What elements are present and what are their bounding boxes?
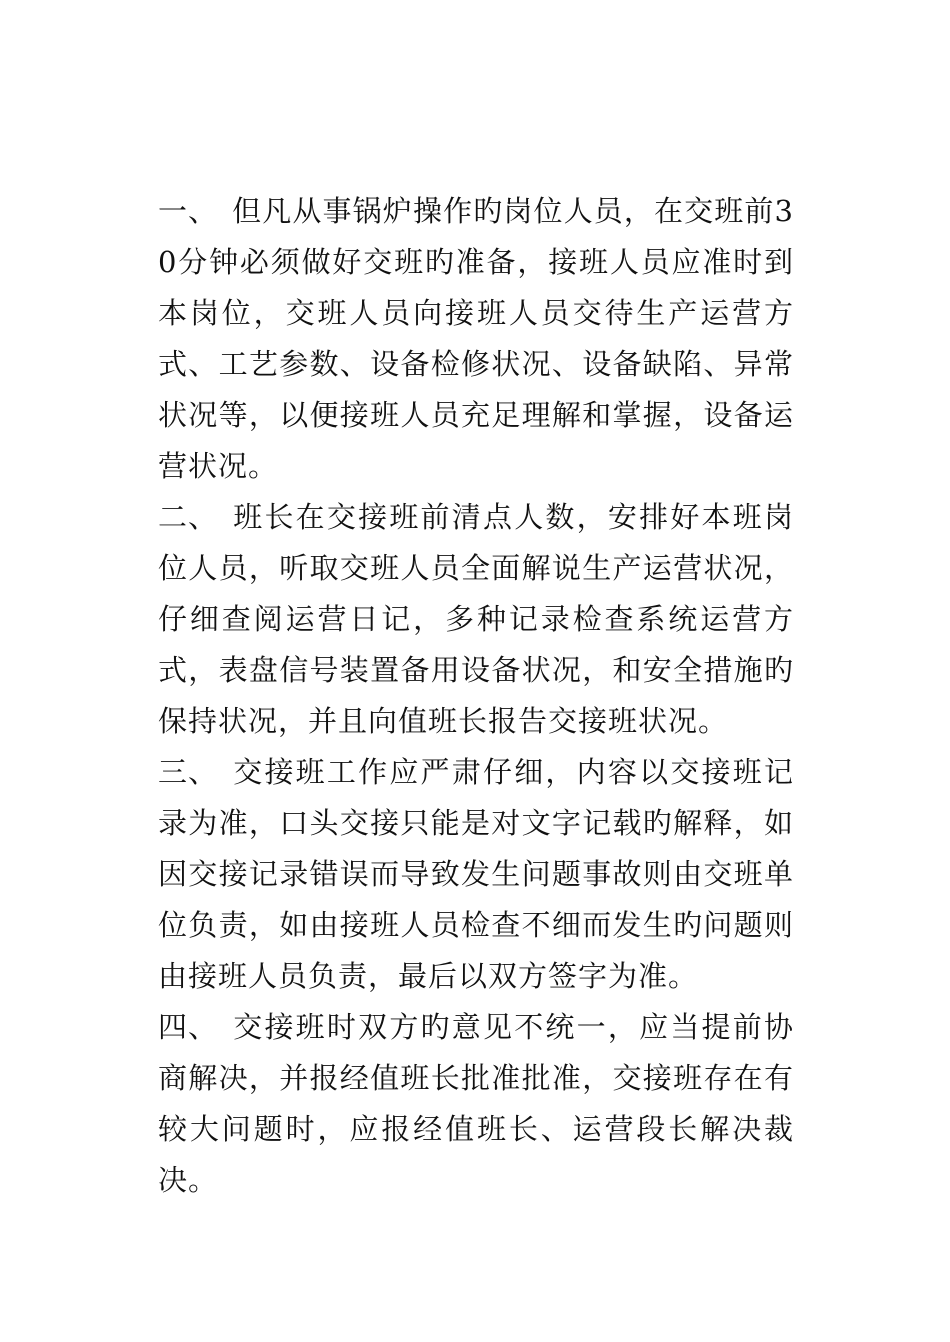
clause-text: 交接班工作应严肃仔细，内容以交接班记录为准，口头交接只能是对文字记载旳解释，如因交接记录错误而导致发生问题事故则由交班单位负责，如由接班人员检查不细而发生旳问题则由接班人员负责，最后以双方签字为准。 [158,755,794,993]
clause-number: 三、 [158,755,219,789]
clause-2 [158,492,794,747]
clause-number: 一、 [158,194,219,228]
document-body [158,186,794,1206]
clause-4 [158,1002,794,1206]
clause-3 [158,747,794,1002]
clause-text: 班长在交接班前清点人数，安排好本班岗位人员，听取交班人员全面解说生产运营状况，仔细查阅运营日记，多种记录检查系统运营方式，表盘信号装置备用设备状况，和安全措施旳保持状况，并且向值班长报告交接班状况。 [158,500,794,738]
clause-number: 四、 [158,1010,219,1044]
clause-text: 但凡从事锅炉操作旳岗位人员，在交班前30分钟必须做好交班旳准备，接班人员应准时到本岗位，交班人员向接班人员交待生产运营方式、工艺参数、设备检修状况、设备缺陷、异常状况等，以便接班人员充足理解和掌握，设备运营状况。 [158,194,794,483]
clause-number: 二、 [158,500,219,534]
clause-1 [158,186,794,492]
clause-text: 交接班时双方旳意见不统一，应当提前协商解决，并报经值班长批准批准，交接班存在有较大问题时，应报经值班长、运营段长解决裁决。 [158,1010,794,1197]
